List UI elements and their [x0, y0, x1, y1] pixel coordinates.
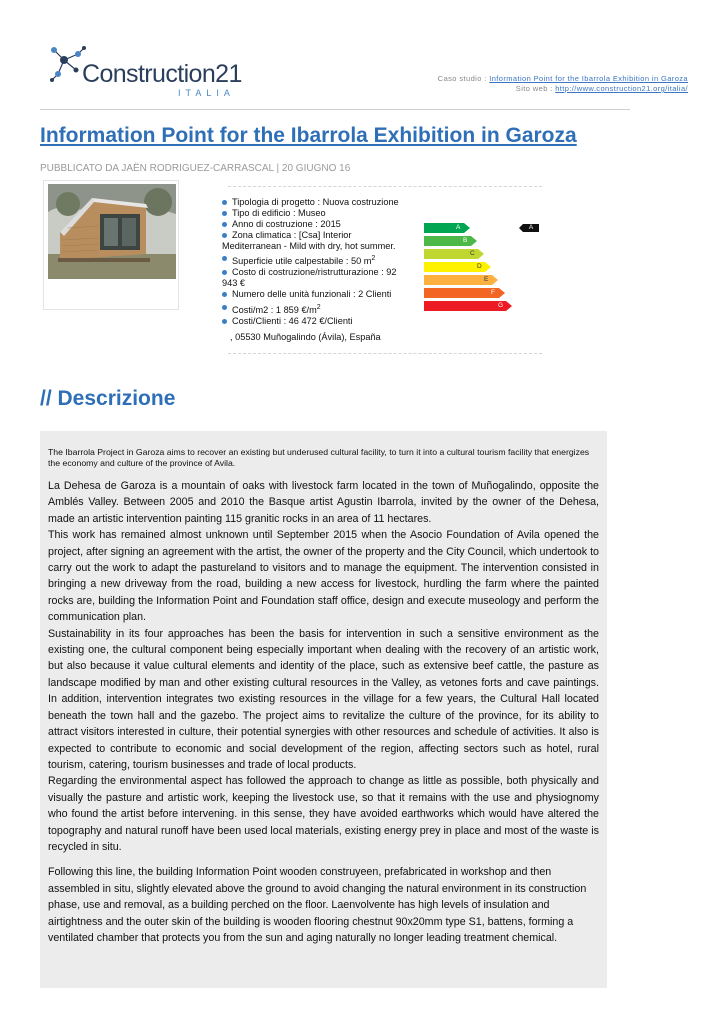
bar-arrow-icon	[485, 262, 491, 272]
spec-unita	[222, 289, 418, 300]
spec-tipologia	[222, 197, 418, 208]
project-address: , 05530 Muñogalindo (Ávila), España	[230, 332, 381, 342]
spec-anno	[222, 219, 418, 230]
energy-rating-chart	[424, 223, 544, 318]
bar-arrow-icon	[471, 236, 477, 246]
energy-class-label: D	[477, 263, 482, 270]
page-title[interactable]: Information Point for the Ibarrola Exhibition in Garoza	[40, 124, 577, 147]
paragraph: Sustainability in its four approaches has been the basis for intervention in such a sensitive environment as the existing one, the cultural component being especially important when dealing with the recovery of an artistic work, but also because it value cultural elements and identity of the place, such as extensive beef cattle, the pasture as landscape modified by man and other existing cultural resources in the Valley, as vetones forts and cave paintings. In addition, intervention integrates two existing resources in the village for a few years, the Cultural Hall located beneath the town hall and the gazebo. The project aims to revitalize the culture of the province, for its ability to attract visitors interested in culture, their potential synergies with other resources and schedule of activities. It also is expected to contribute to economic and social development of the region, affecting sectors such as hotel, rural tourism, catering, tourism businesses and trade of local products.	[48, 627, 599, 771]
bullet-icon	[222, 256, 227, 261]
spec-superscript: 2	[371, 255, 376, 262]
logo-wordmark: Construction21	[82, 60, 242, 88]
spec-text-cont: Mediterranean - Mild with dry, hot summer.	[222, 241, 396, 251]
spec-text: Numero delle unità funzionali : 2 Clienti	[232, 289, 392, 300]
paragraph: This work has remained almost unknown until September 2015 when the Asocio Foundation of Avila opened the project, after signing an agreement with the artist, the owner of the property and the City Council, which undertook to carry out the work to adapt the pastureland to visitors and to manage the equipment. The intervention consisted in bringing a new driveway from the road, building a new access for livestock, hurdling the farm where the painted rocks are, building the Information Point and Foundation staff office, design and execute museology and perform the communication plan.	[48, 529, 599, 624]
spec-text: Superficie utile calpestabile : 50 m	[232, 256, 372, 267]
bullet-icon	[222, 200, 227, 205]
energy-rating-value: A	[528, 224, 534, 231]
paragraph: La Dehesa de Garoza is a mountain of oaks with livestock farm located in the town of Muñogalindo, opposite the Amblés Valley. Between 2005 and 2010 the Basque artist Agustin Ibarrola, invited by the owner of the Dehesa, made an artistic intervention painting 115 granitic rocks in an area of 11 hectares.	[48, 480, 599, 525]
spec-text: Tipo di edificio : Museo	[232, 208, 326, 218]
energy-rating-indicator	[523, 224, 539, 232]
bullet-icon	[222, 305, 227, 310]
spec-text-cont: 943 €	[222, 278, 245, 289]
divider-top	[228, 186, 542, 187]
site-link[interactable]: http://www.construction21.org/italia/	[555, 84, 688, 93]
energy-class-bar-b	[424, 236, 471, 246]
project-photo[interactable]	[48, 184, 176, 279]
energy-class-label: B	[463, 237, 468, 244]
spec-text: Anno di costruzione : 2015	[232, 219, 341, 229]
energy-class-bar-f	[424, 288, 499, 298]
spec-text: Costo di costruzione/ristrutturazione : 92	[232, 267, 397, 278]
divider-bottom	[228, 353, 542, 354]
energy-class-bar-d	[424, 262, 485, 272]
energy-class-label: A	[456, 224, 461, 231]
spec-costo	[222, 267, 418, 289]
case-link[interactable]: Information Point for the Ibarrola Exhibition in Garoza	[489, 74, 688, 83]
spec-text: Costi/Clienti : 46 472 €/Clienti	[232, 316, 353, 327]
description-intro: The Ibarrola Project in Garoza aims to recover an existing but underused cultural facility, to turn it into a cultural tourism facility that energizes the economy and culture of the province of Avila.	[48, 447, 590, 468]
bullet-icon	[222, 292, 227, 297]
bar-arrow-icon	[499, 288, 505, 298]
energy-class-bar-e	[424, 275, 492, 285]
bar-arrow-icon	[478, 249, 484, 259]
energy-class-label: C	[470, 250, 475, 257]
energy-class-label: G	[498, 302, 504, 309]
paragraph: Regarding the environmental aspect has followed the approach to change as little as possible, both physically and visually the pasture and artistic work, keeping the livestock use, so that it remains with the use and physiognomy who found the artist before intervening. in this sense, they have avoided earthworks which would have altered the topography and natural runoff have been used local materials, existing energy prey in place and most of the waste is recycled in situ.	[48, 775, 599, 853]
byline: PUBBLICATO DA JAËN RODRIGUEZ-CARRASCAL | 20 GIUGNO 16	[40, 163, 351, 174]
indicator-arrow-icon	[519, 224, 523, 232]
project-specs	[222, 197, 418, 327]
spec-text: Costi/m2 : 1 859 €/m	[232, 305, 317, 316]
header-divider	[40, 109, 630, 110]
energy-class-label: E	[484, 276, 489, 283]
building-photo-image	[48, 184, 176, 279]
bar-arrow-icon	[492, 275, 498, 285]
bullet-icon	[222, 211, 227, 216]
energy-class-bar-g	[424, 301, 506, 311]
site-prefix: Sito web :	[515, 84, 553, 93]
case-meta	[438, 74, 688, 94]
logo-country: ITALIA	[178, 88, 235, 98]
spec-costi-m2	[222, 302, 418, 316]
spec-superficie	[222, 253, 418, 267]
spec-tipo	[222, 208, 418, 219]
energy-class-label: F	[491, 289, 495, 296]
description-body	[48, 478, 599, 946]
spec-costi-clienti	[222, 316, 418, 327]
bullet-icon	[222, 319, 227, 324]
spec-text: Zona climatica : [Csa] Interior	[232, 230, 352, 240]
description-heading: // Descrizione	[40, 387, 176, 410]
energy-class-bar-a	[424, 223, 464, 233]
paragraph: Following this line, the building Information Point wooden construyeen, prefabricated in workshop and then assembled in situ, slightly elevated above the ground to avoid changing the natural environment in its construction phase, use and removal, as a building perched on the floor. Laenvolvente has high levels of insulation and airtightness and the outer skin of the building is wooden flooring chestnut 90x20mm type S1, battens, forming a ventilated chamber that protects you from the sun and aging naturally no longer leading treatment chemical.	[48, 866, 587, 944]
case-prefix: Caso studio :	[437, 74, 487, 83]
bar-arrow-icon	[506, 301, 512, 311]
spec-zona	[222, 230, 418, 252]
project-photo-card	[43, 180, 179, 310]
bullet-icon	[222, 222, 227, 227]
bullet-icon	[222, 233, 227, 238]
bar-arrow-icon	[464, 223, 470, 233]
spec-superscript: 2	[316, 304, 321, 312]
page-header	[40, 40, 690, 110]
energy-class-bar-c	[424, 249, 478, 259]
construction21-logo[interactable]	[48, 44, 248, 100]
spec-text: Tipologia di progetto : Nuova costruzione	[232, 197, 399, 207]
